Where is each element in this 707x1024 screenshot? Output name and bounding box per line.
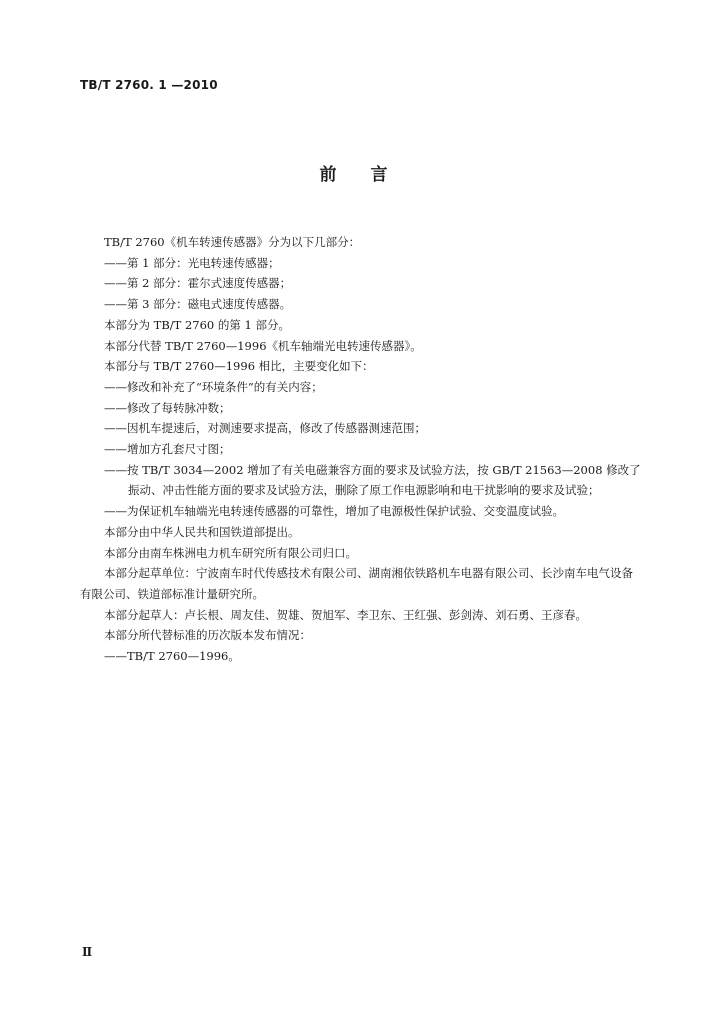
page-title: 前言 (319, 165, 422, 185)
paragraph: 本部分由南车株洲电力机车研究所有限公司归口。 (104, 545, 357, 560)
list-item: ——因机车提速后，对测速要求提高，修改了传感器测速范围； (104, 421, 426, 436)
list-item: ——第 2 部分：霍尔式速度传感器； (104, 276, 292, 291)
list-item: ——为保证机车轴端光电转速传感器的可靠性，增加了电源极性保护试验、交变温度试验。 (104, 504, 564, 519)
list-item: ——TB/T 2760—1996。 (104, 649, 240, 664)
paragraph: 本部分为 TB/T 2760 的第 1 部分。 (104, 317, 291, 332)
paragraph: TB/T 2760《机车转速传感器》分为以下几部分： (104, 235, 361, 249)
paragraph: 本部分所代替标准的历次版本发布情况： (104, 628, 311, 643)
foreword-body (80, 232, 644, 667)
paragraph: 本部分与 TB/T 2760—1996 相比，主要变化如下： (104, 359, 374, 374)
document-header: TB/T 2760. 1 —2010 (80, 78, 218, 92)
paragraph: 本部分起草单位：宁波南车时代传感技术有限公司、湖南湘依铁路机车电器有限公司、长沙南车电气设备有限公司、铁道部标准计量研究所。 (80, 566, 633, 601)
paragraph: 本部分由中华人民共和国铁道部提出。 (104, 524, 300, 539)
paragraph: 本部分起草人：卢长根、周友佳、贺雄、贺旭军、李卫东、王红强、彭剑涛、刘石勇、王彦春。 (104, 607, 587, 622)
list-item: ——修改和补充了“环境条件”的有关内容； (104, 379, 323, 394)
list-item: ——第 1 部分：光电转速传感器； (104, 255, 280, 270)
list-item: ——增加方孔套尺寸图； (104, 442, 231, 457)
list-item: ——按 TB/T 3034—2002 增加了有关电磁兼容方面的要求及试验方法，按 GB/T 21563—2008 修改了振动、冲击性能方面的要求及试验方法，删除了原工作电源影响和电干扰影响的要求及试验； (104, 462, 641, 498)
list-item: ——第 3 部分：磁电式速度传感器。 (104, 297, 292, 312)
page-number: Ⅱ (82, 945, 93, 959)
paragraph: 本部分代替 TB/T 2760—1996《机车轴端光电转速传感器》。 (104, 338, 422, 353)
list-item: ——修改了每转脉冲数； (104, 400, 231, 415)
